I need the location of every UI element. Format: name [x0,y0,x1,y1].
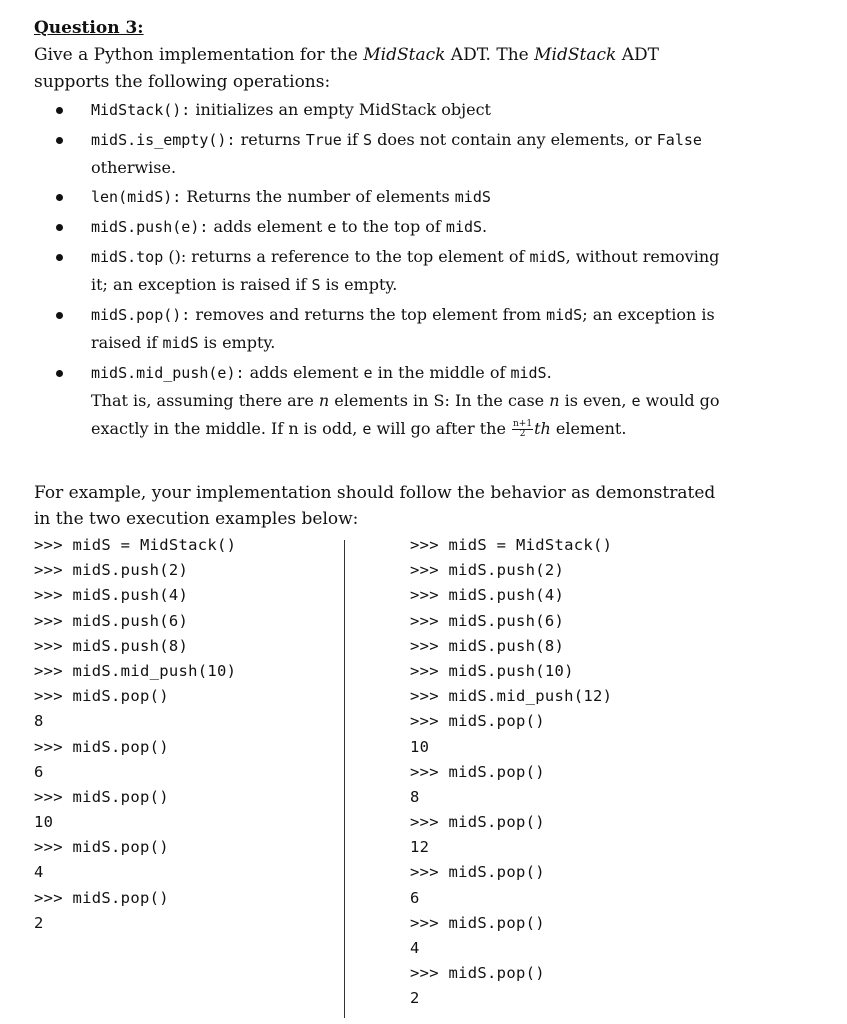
inline-code: midS [454,188,491,206]
code-line: >>> midS.pop() [34,737,169,756]
code-line: >>> midS.pop() [34,687,169,706]
inline-code: midS [546,306,583,324]
bullet-icon [56,370,63,377]
inline-code: e [363,364,373,382]
example-right [410,533,612,1012]
operation-description: is empty. [320,275,398,294]
detail-text: elements in S: In the case [329,391,550,410]
code-line: >>> midS.push(8) [34,636,189,655]
inline-code: S [311,276,321,294]
code-line: >>> midS.pop() [410,813,545,832]
operation-signature: midS.is_empty(): [91,131,236,149]
operation-description: . [482,217,488,236]
intro-text-3: ADT supports the following operations: [34,45,659,92]
code-line: 8 [410,787,420,806]
operation-signature: midS.push(e): [91,218,209,236]
operation-description: Returns the number of elements [181,187,455,206]
bullet-icon [56,194,63,201]
intro-text-1: Give a Python implementation for the [34,45,364,65]
code-line: 10 [34,813,54,832]
operation-description: returns [235,130,306,149]
variable-n: n [549,391,560,410]
code-line: 10 [410,737,430,756]
example-intro: For example, your implementation should follow the behavior as demonstrated in the two execution examples below: [34,483,716,529]
operation-description: is empty. [198,333,276,352]
inline-code: midS [162,334,199,352]
code-line: >>> midS.push(8) [410,636,565,655]
question-intro [34,42,724,96]
detail-text: will go after the [371,419,512,438]
inline-code: midS [445,218,483,236]
code-line: >>> midS.mid_push(12) [410,687,613,706]
operation-description: (): returns a reference to the top element of [163,247,530,266]
bullet-icon [56,224,63,231]
operation-item-constructor [56,96,736,124]
operation-description: otherwise. [91,158,177,177]
fraction-numerator: n+1 [513,419,533,429]
code-line: 2 [34,913,44,932]
operation-signature: MidStack(): [91,101,191,119]
operation-item-push [56,213,736,241]
inline-code: S [363,131,373,149]
code-line: >>> midS.pop() [410,762,545,781]
code-line: >>> midS.push(4) [34,586,189,605]
operation-description: does not contain any elements, or [372,130,657,149]
operation-description: ; an exception is raised if [91,305,715,352]
code-line: >>> midS.pop() [34,888,169,907]
operation-item-is-empty [56,126,736,181]
bullet-icon [56,254,63,261]
code-line: >>> midS.pop() [410,712,545,731]
operation-signature: midS.pop(): [91,306,191,324]
adt-name-1: MidStack [363,45,446,65]
mid-push-detail [91,391,720,438]
operation-description: , without removing it; an exception is raised if [91,247,720,294]
code-line: >>> midS.push(2) [410,561,565,580]
inline-code: midS [529,248,566,266]
inline-code: e [631,392,641,410]
operation-signature: len(midS): [91,188,182,206]
code-line: >>> midS = MidStack() [410,536,613,554]
variable-n: n [318,391,330,410]
operation-description: adds element [244,363,364,382]
code-line: >>> midS.pop() [410,913,545,932]
operation-item-mid-push [56,359,736,443]
code-line: 8 [34,712,44,731]
code-line: 6 [410,888,420,907]
fraction-denominator: 2 [519,429,526,439]
inline-code: e [327,218,337,236]
inline-code: True [305,131,342,149]
example-left [34,533,236,936]
ordinal-suffix: th [534,419,551,438]
code-line: >>> midS.push(6) [34,611,189,630]
operation-description: . [546,363,552,382]
code-line: 12 [410,838,430,857]
detail-text: That is, assuming there are [91,391,319,410]
inline-code: False [656,131,702,149]
question-title: Question 3: [34,18,144,38]
operation-signature: midS.mid_push(e): [91,364,245,382]
bullet-icon [56,312,63,319]
detail-text: is even, [559,391,632,410]
code-line: >>> midS.push(10) [410,661,574,680]
code-line: >>> midS.pop() [34,838,169,857]
bullet-icon [56,137,63,144]
code-line: >>> midS.push(2) [34,561,189,580]
code-line: 2 [410,989,420,1008]
code-line: >>> midS.push(6) [410,611,565,630]
operation-description: removes and returns the top element from [190,305,547,324]
detail-text: element. [550,419,627,438]
code-line: >>> midS.mid_push(10) [34,661,237,680]
inline-code: midS [510,364,547,382]
code-line: >>> midS = MidStack() [34,536,237,554]
intro-text-2: ADT. The [445,45,535,65]
code-line: >>> midS.push(4) [410,586,565,605]
bullet-icon [56,107,63,114]
operation-description: to the top of [336,217,446,236]
operation-description: in the middle of [372,363,511,382]
operation-item-top [56,243,736,299]
operation-item-len [56,183,736,211]
inline-code: e [362,420,372,438]
example-divider [344,540,345,1018]
operations-list [56,96,736,445]
code-line: 6 [34,762,44,781]
code-line: 4 [34,863,44,882]
code-line: >>> midS.pop() [410,863,545,882]
code-line: 4 [410,939,420,957]
operation-signature: midS.top [91,248,164,266]
detail-text: would go exactly in the middle. If n is odd, [91,391,720,438]
operation-description: initializes an empty MidStack object [190,100,491,119]
adt-name-2: MidStack [534,45,617,65]
code-line: >>> midS.pop() [410,964,545,983]
code-line: >>> midS.pop() [34,787,169,806]
fraction [512,420,533,439]
operation-item-pop [56,301,736,357]
operation-description: adds element [208,217,328,236]
operation-description: if [341,130,364,149]
